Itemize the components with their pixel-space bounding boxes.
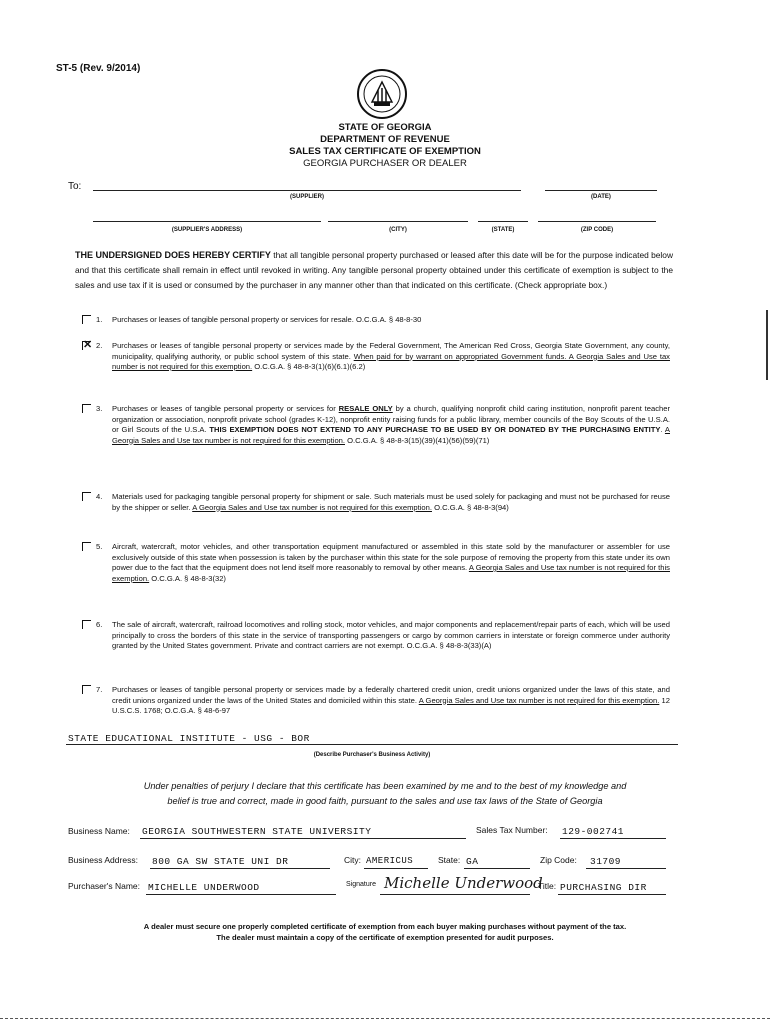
sales-tax-value[interactable]: 129-002741 <box>562 826 625 837</box>
item-number: 4. <box>96 492 103 501</box>
item-bold-notice: THIS EXEMPTION DOES NOT EXTEND TO ANY PURCHASE TO BE USED BY OR DONATED BY THE PURCHASING ENTITY <box>209 425 661 434</box>
perjury-line-2: belief is true and correct, made in good faith, pursuant to the sales and use tax laws of the State of Georgia <box>167 796 603 806</box>
state-value[interactable]: GA <box>466 856 479 867</box>
checkbox-7[interactable] <box>82 685 91 694</box>
resale-only-emphasis: RESALE ONLY <box>338 404 393 413</box>
item-body-cont: by a church, qualifying nonprofit child caring institution, nonprofit parent teacher organization or association, nonprofit private school (grades K-12), nonprofit entity raising funds for a public library, member councils of the Boy Scouts of the U.S.A. or Girl Scouts of the U.S.A. <box>112 404 671 434</box>
item-body: Materials used for packaging tangible personal property for shipment or sale. Such materials must be used solely for packaging and must not be purchased for reuse by the shipper or seller. <box>112 492 670 512</box>
signature-label: Signature <box>346 881 376 888</box>
item-number: 3. <box>96 404 103 413</box>
item-text: Purchases or leases of tangible personal property or services for resale. O.C.G.A. § 48-8-30 <box>112 315 422 324</box>
header-department: DEPARTMENT OF REVENUE <box>320 134 450 145</box>
checkbox-2[interactable]: ✕ <box>83 339 93 351</box>
city-line[interactable] <box>328 221 468 222</box>
business-name-line <box>140 838 466 839</box>
business-address-label: Business Address: <box>68 855 138 865</box>
item-cite: O.C.G.A. § 48-8-3(32) <box>149 573 226 583</box>
business-activity-value[interactable]: STATE EDUCATIONAL INSTITUTE - USG - BOR <box>68 733 310 744</box>
item-body: Purchases or leases of tangible personal property or services for <box>112 404 339 413</box>
item-text <box>112 685 670 717</box>
item-body: Purchases or leases of tangible personal property or services made by a federally chartered credit union, credit unions organized under the laws of this state, and credit unions organized under the laws of the United States and domiciled within this state. <box>112 685 670 705</box>
city-label: City: <box>344 855 361 865</box>
to-label: To: <box>68 181 82 192</box>
zip-caption: (ZIP CODE) <box>580 227 614 233</box>
certify-lead: THE UNDERSIGNED DOES HEREBY CERTIFY <box>75 250 271 260</box>
header-state: STATE OF GEORGIA <box>338 122 432 133</box>
business-name-value[interactable]: GEORGIA SOUTHWESTERN STATE UNIVERSITY <box>142 826 372 837</box>
supplier-address-line[interactable] <box>93 221 321 222</box>
business-address-line <box>150 868 330 869</box>
item-cite: O.C.G.A. § 48-8-3(94) <box>431 502 509 512</box>
date-caption: (DATE) <box>591 194 611 200</box>
item-number: 1. <box>96 315 103 324</box>
city-value[interactable]: AMERICUS <box>366 856 414 866</box>
scan-edge-mark <box>766 310 768 380</box>
item-body: Aircraft, watercraft, motor vehicles, and other transportation equipment manufactured or assembled in this state sold by the manufacturer or assembler for use exclusively outside of this state when possession is taken by the purchaser within this state for the sole purpose of removing the property from this state under its own power due to the fact that the equipment does not lend itself more reasonably to removal by other means. <box>112 542 670 572</box>
item-cite: O.C.G.A. § 48-8-3(1)(6)(6.1)(6.2) <box>252 362 366 371</box>
item-text <box>112 492 670 513</box>
sales-tax-line <box>560 838 666 839</box>
item-number: 6. <box>96 620 103 629</box>
purchaser-name-value[interactable]: MICHELLE UNDERWOOD <box>148 882 260 893</box>
business-activity-line <box>66 744 678 745</box>
checkbox-3[interactable] <box>82 404 91 413</box>
sales-tax-label: Sales Tax Number: <box>476 825 548 835</box>
city-line-field <box>364 868 428 869</box>
item-body: Purchases or leases of tangible personal property or services made by the Federal Government, The American Red Cross, Georgia State Government, any county, municipality, qualifying authority, or public school system of this state. <box>112 341 670 361</box>
checkbox-6[interactable] <box>82 620 91 629</box>
checkbox-5[interactable] <box>82 542 91 551</box>
title-value[interactable]: PURCHASING DIR <box>560 882 647 893</box>
supplier-line[interactable] <box>93 190 521 191</box>
header-subtitle: GEORGIA PURCHASER OR DEALER <box>303 158 467 169</box>
item-underlined: A Georgia Sales and Use tax number is not required for this exemption. <box>112 563 670 583</box>
footer-notice <box>40 921 730 943</box>
item-text <box>112 542 670 584</box>
purchaser-name-line <box>146 894 336 895</box>
supplier-caption: (SUPPLIER) <box>289 194 324 200</box>
item-underlined: A Georgia Sales and Use tax number is not required for this exemption. <box>112 425 670 445</box>
supplier-address-caption: (SUPPLIER'S ADDRESS) <box>171 227 243 233</box>
purchaser-name-label: Purchaser's Name: <box>68 881 141 891</box>
form-id: ST-5 (Rev. 9/2014) <box>56 63 141 74</box>
item-number: 7. <box>96 685 103 694</box>
item-text <box>112 341 670 373</box>
item-underlined: A Georgia Sales and Use tax number is not required for this exemption. <box>418 695 660 705</box>
business-address-value[interactable]: 800 GA SW STATE UNI DR <box>152 856 289 867</box>
zip-label: Zip Code: <box>540 855 577 865</box>
signature-value[interactable]: Michelle Underwood <box>384 874 543 892</box>
item-underlined: When paid for by warrant on appropriated Government funds. A Georgia Sales and Use tax number is not required for this exemption. <box>112 351 670 371</box>
scan-bottom-edge <box>0 1018 770 1020</box>
state-label: State: <box>438 855 461 865</box>
state-caption: (STATE) <box>491 227 515 233</box>
item-cite: 12 U.S.C.S. 1768; O.C.G.A. § 48-6-97 <box>112 695 670 715</box>
signature-line <box>380 894 530 895</box>
state-line-field <box>464 868 530 869</box>
perjury-statement <box>60 779 710 809</box>
footer-line-1: A dealer must secure one properly completed certificate of exemption from each buyer making purchases without payment of the tax. <box>143 922 627 931</box>
checkbox-4[interactable] <box>82 492 91 501</box>
item-number: 5. <box>96 542 103 551</box>
georgia-seal-icon <box>356 68 408 120</box>
state-line[interactable] <box>478 221 528 222</box>
title-line <box>558 894 666 895</box>
date-line[interactable] <box>545 190 657 191</box>
zip-line[interactable] <box>538 221 656 222</box>
city-caption: (CITY) <box>389 227 407 233</box>
item-text: Purchases or leases of tangible personal property or services for RESALE ONLY by a church, qualifying nonprofit child caring institution, nonprofit parent teacher organization or association, nonprofit private school (grades K-12), nonprofit entity raising funds for a public library, member councils of the Boy Scouts of the U.S.A. or Girl Scouts of the U.S.A. THIS EXEMPTION DOES NOT EXTEND TO ANY PURCHASE TO BE USED BY OR DONATED BY THE PURCHASING ENTITY. A Georgia Sales and Use tax number is not required for this exemption. O.C.G.A. § 48-8-3(15)(39)(41)(56)(59)(71) <box>112 404 671 445</box>
item-underlined: A Georgia Sales and Use tax number is not required for this exemption. <box>192 502 432 512</box>
business-activity-caption: (Describe Purchaser's Business Activity) <box>313 752 431 758</box>
certify-body: that all tangible personal property purchased or leased after this date will be for the purpose indicated below and that this certificate shall remain in effect until revoked in writing. Any tangible personal property obtained under this certificate of exemption is subject to the sales and use tax if it is used or consumed by the purchaser in any manner other than that indicated on this certificate. (Check appropriate box.) <box>75 250 673 290</box>
item-text: The sale of aircraft, watercraft, railroad locomotives and rolling stock, motor vehicles, and major components and replacement/repair parts of each, which will be used principally to cross the borders of this state in the service of transporting passengers or cargo by common carriers in interstate or foreign commerce under authority granted by the United States government. Private and contract carriers are not exempt. O.C.G.A. § 48-8-3(33)(A) <box>112 620 670 650</box>
item-cite: O.C.G.A. § 48-8-3(15)(39)(41)(56)(59)(71) <box>345 435 490 445</box>
header-title: SALES TAX CERTIFICATE OF EXEMPTION <box>289 146 481 157</box>
item-number: 2. <box>96 341 103 350</box>
certify-paragraph <box>75 248 673 293</box>
title-label: Title: <box>538 881 557 891</box>
zip-value[interactable]: 31709 <box>590 856 622 867</box>
checkbox-1[interactable] <box>82 315 91 324</box>
perjury-line-1: Under penalties of perjury I declare that this certificate has been examined by me and to the best of my knowledge and <box>143 781 627 791</box>
footer-line-2: The dealer must maintain a copy of the certificate of exemption presented for audit purposes. <box>216 933 554 942</box>
zip-line-field <box>586 868 666 869</box>
business-name-label: Business Name: <box>68 826 130 836</box>
